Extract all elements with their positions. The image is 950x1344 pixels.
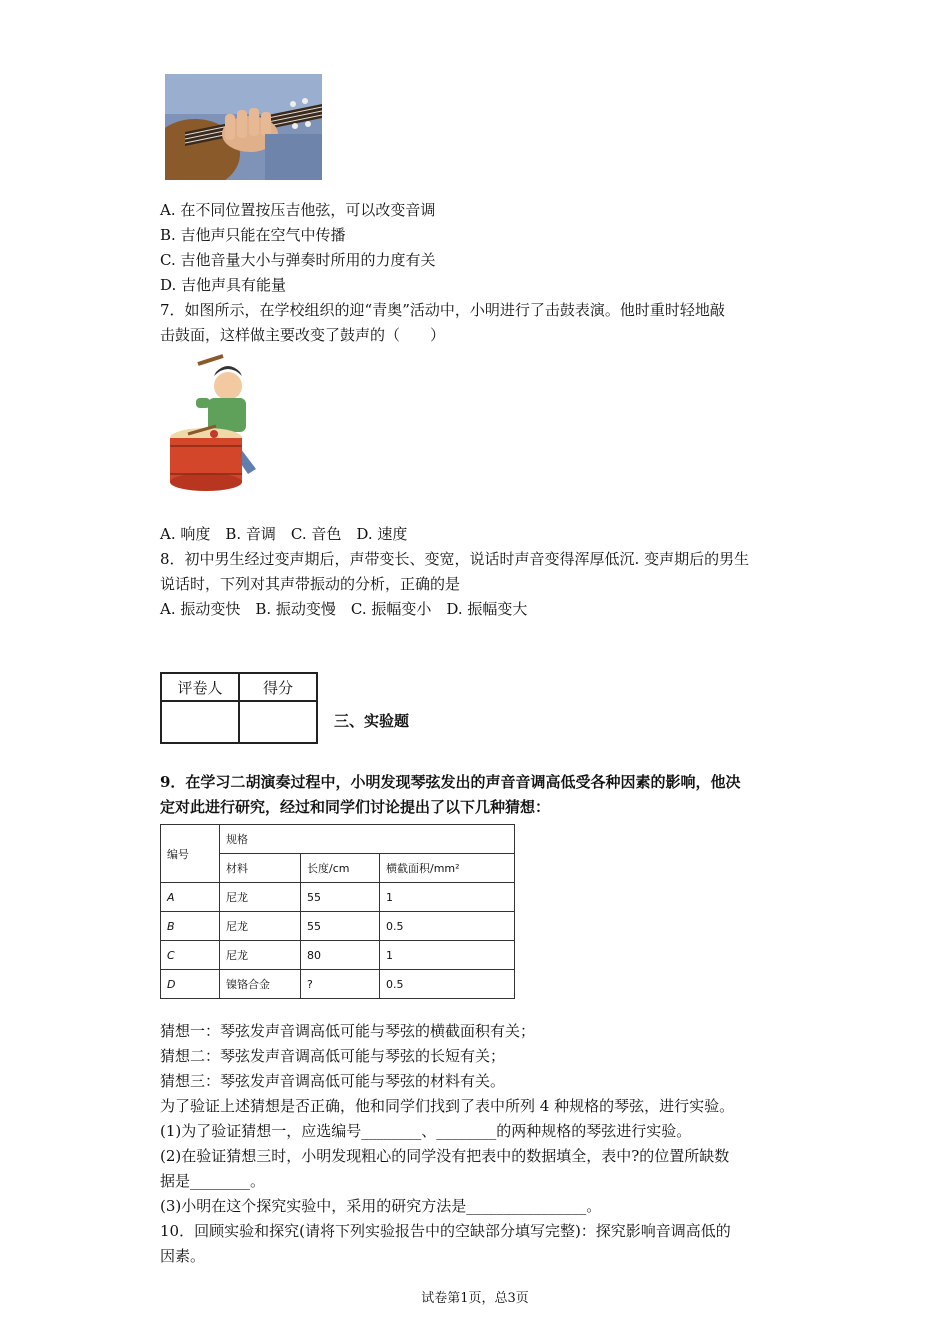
row-material: 镍铬合金 bbox=[220, 970, 301, 999]
row-id: A bbox=[161, 883, 220, 912]
string-spec-table bbox=[160, 824, 515, 999]
reviewer-cell bbox=[161, 701, 239, 743]
row-length: ? bbox=[301, 970, 380, 999]
q10-text-line2: 因素。 bbox=[160, 1247, 206, 1265]
table-row bbox=[161, 970, 515, 999]
q6-option-c: C. 吉他音量大小与弹奏时所用的力度有关 bbox=[160, 251, 436, 269]
drummer-image bbox=[168, 354, 264, 494]
row-id: B bbox=[161, 912, 220, 941]
section3-title: 三、实验题 bbox=[334, 712, 410, 730]
row-id: D bbox=[161, 970, 220, 999]
score-header: 得分 bbox=[239, 673, 317, 701]
row-area: 0.5 bbox=[380, 970, 515, 999]
col-area-header: 横截面积/mm² bbox=[380, 854, 515, 883]
reviewer-header: 评卷人 bbox=[161, 673, 239, 701]
row-area: 0.5 bbox=[380, 912, 515, 941]
q9-guess1: 猜想一：琴弦发声音调高低可能与琴弦的横截面积有关； bbox=[160, 1022, 536, 1040]
row-area: 1 bbox=[380, 883, 515, 912]
table-row bbox=[161, 941, 515, 970]
table-row bbox=[161, 883, 515, 912]
guitar-image bbox=[165, 74, 322, 180]
q9-sub1: (1)为了验证猜想一，应选编号________、________的两种规格的琴弦进行实验。 bbox=[160, 1122, 692, 1140]
row-length: 55 bbox=[301, 912, 380, 941]
q7-text-line2: 击鼓面，这样做主要改变了鼓声的（ ） bbox=[160, 326, 446, 344]
score-table bbox=[160, 672, 318, 744]
row-length: 55 bbox=[301, 883, 380, 912]
col-length-header: 长度/cm bbox=[301, 854, 380, 883]
q10-text-line1: 10．回顾实验和探究(请将下列实验报告中的空缺部分填写完整)：探究影响音调高低的 bbox=[160, 1222, 731, 1240]
table-row bbox=[161, 912, 515, 941]
q9-guess3: 猜想三：琴弦发声音调高低可能与琴弦的材料有关。 bbox=[160, 1072, 506, 1090]
q9-sub2-line2: 据是________。 bbox=[160, 1172, 266, 1190]
q8-text-line2: 说话时，下列对其声带振动的分析，正确的是 bbox=[160, 575, 461, 593]
q6-option-d: D. 吉他声具有能量 bbox=[160, 276, 287, 294]
row-material: 尼龙 bbox=[220, 941, 301, 970]
page-footer: 试卷第1页，总3页 bbox=[421, 1291, 529, 1306]
row-length: 80 bbox=[301, 941, 380, 970]
col-id-header: 编号 bbox=[161, 825, 220, 883]
col-spec-header: 规格 bbox=[220, 825, 515, 854]
q7-text-line1: 7．如图所示，在学校组织的迎“青奥”活动中，小明进行了击鼓表演。他时重时轻地敲 bbox=[160, 301, 725, 319]
q9-verify: 为了验证上述猜想是否正确，他和同学们找到了表中所列 4 种规格的琴弦，进行实验。 bbox=[160, 1097, 735, 1115]
row-material: 尼龙 bbox=[220, 912, 301, 941]
col-material-header: 材料 bbox=[220, 854, 301, 883]
row-material: 尼龙 bbox=[220, 883, 301, 912]
q9-guess2: 猜想二：琴弦发声音调高低可能与琴弦的长短有关； bbox=[160, 1047, 506, 1065]
row-id: C bbox=[161, 941, 220, 970]
q8-options: A. 振动变快 B. 振动变慢 C. 振幅变小 D. 振幅变大 bbox=[160, 600, 528, 618]
row-area: 1 bbox=[380, 941, 515, 970]
q9-sub2-line1: (2)在验证猜想三时，小明发现粗心的同学没有把表中的数据填全，表中?的位置所缺数 bbox=[160, 1147, 730, 1165]
q7-options: A. 响度 B. 音调 C. 音色 D. 速度 bbox=[160, 525, 408, 543]
q8-text-line1: 8．初中男生经过变声期后，声带变长、变宽，说话时声音变得浑厚低沉. 变声期后的男生 bbox=[160, 550, 750, 568]
score-cell bbox=[239, 701, 317, 743]
q9-sub3: (3)小明在这个探究实验中，采用的研究方法是________________。 bbox=[160, 1197, 602, 1215]
q6-option-b: B. 吉他声只能在空气中传播 bbox=[160, 226, 346, 244]
q6-option-a: A. 在不同位置按压吉他弦，可以改变音调 bbox=[160, 201, 436, 219]
q9-text-line1: 9．在学习二胡演奏过程中，小明发现琴弦发出的声音音调高低受各种因素的影响，他决 bbox=[160, 773, 741, 791]
q9-text-line2: 定对此进行研究，经过和同学们讨论提出了以下几种猜想： bbox=[160, 798, 551, 816]
